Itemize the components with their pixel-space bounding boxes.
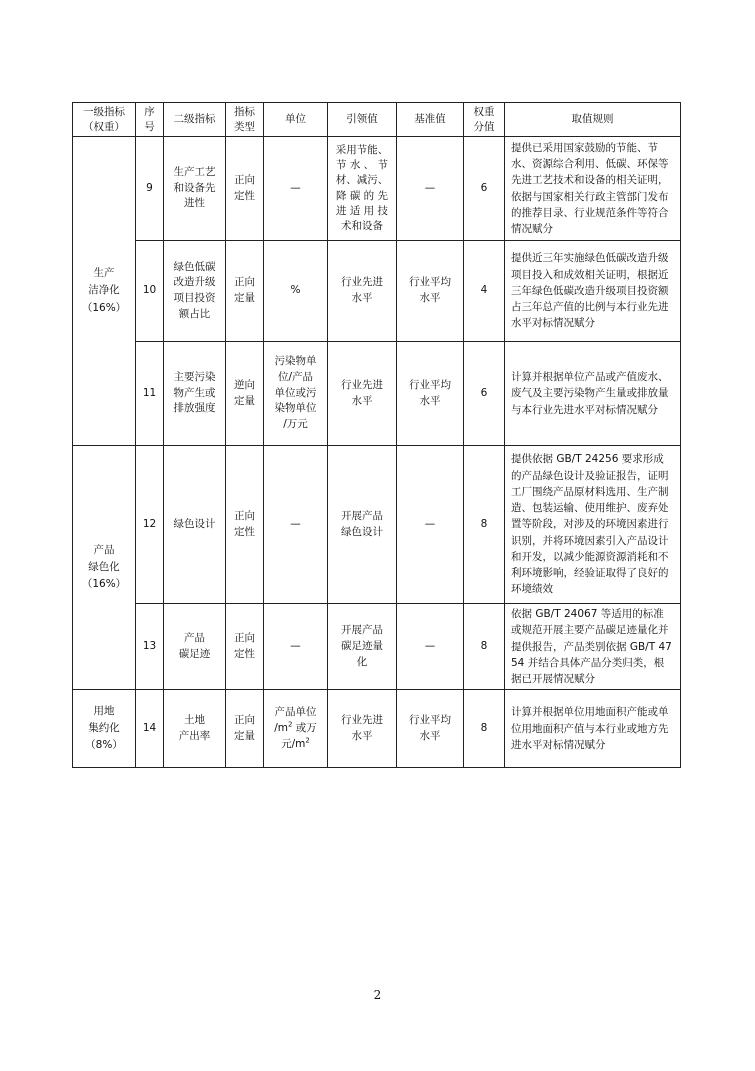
unit-superscript: 2 [305,736,310,745]
table-row [73,342,681,446]
table-row [73,241,681,342]
row-no: 14 [136,690,164,768]
weight-cell: 4 [464,241,505,342]
level2-cell: 绿色低碳 改造升级 项目投资 额占比 [164,241,226,342]
table-row [73,446,681,604]
row-no: 10 [136,241,164,342]
rule-cell: 计算并根据单位用地面积产能或单位用地面积产值与本行业或地方先进水平对标情况赋分 [505,690,681,768]
level2-cell: 土地 产出率 [164,690,226,768]
row-no: 13 [136,604,164,690]
table-header-row [73,103,681,137]
unit-cell: 污染物单 位/产品 单位或污 染物单位 /万元 [264,342,328,446]
level2-cell: 产品 碳足迹 [164,604,226,690]
lead-cell: 开展产品 碳足迹量 化 [328,604,397,690]
unit-cell: — [264,137,328,241]
unit-text: 元/m [281,737,306,750]
weight-cell: 6 [464,342,505,446]
row-no: 9 [136,137,164,241]
header-level1: 一级指标 （权重） [73,103,136,137]
lead-cell: 行业先进 水平 [328,241,397,342]
header-unit: 单位 [264,103,328,137]
header-rule: 取值规则 [505,103,681,137]
table-row [73,690,681,768]
type-cell: 逆向 定量 [226,342,264,446]
base-cell: 行业平均 水平 [397,690,464,768]
header-level2: 二级指标 [164,103,226,137]
rule-cell: 依据 GB/T 24067 等适用的标准或规范开展主要产品碳足迹量化并提供报告，产品类别依据 GB/T 4754 并结合具体产品分类归类，根据已开展情况赋分 [505,604,681,690]
unit-cell: — [264,604,328,690]
level2-cell: 绿色设计 [164,446,226,604]
unit-cell [264,690,328,768]
lead-cell: 开展产品 绿色设计 [328,446,397,604]
unit-cell: % [264,241,328,342]
base-cell: — [397,446,464,604]
unit-text: 或万 [292,721,317,734]
base-cell: — [397,604,464,690]
level1-cell: 产品 绿色化 （16%） [73,446,136,690]
row-no: 12 [136,446,164,604]
type-cell: 正向 定性 [226,604,264,690]
level1-cell: 生产 洁净化 （16%） [73,137,136,446]
base-cell: 行业平均 水平 [397,241,464,342]
weight-cell: 8 [464,446,505,604]
indicator-table [72,102,681,768]
unit-text: /m [274,721,288,734]
table-row [73,137,681,241]
level2-cell: 生产工艺 和设备先 进性 [164,137,226,241]
lead-cell: 行业先进 水平 [328,690,397,768]
type-cell: 正向 定量 [226,690,264,768]
type-cell: 正向 定性 [226,137,264,241]
unit-cell: — [264,446,328,604]
table-row [73,604,681,690]
level1-cell: 用地 集约化 （8%） [73,690,136,768]
page-number: 2 [373,988,382,1002]
header-lead: 引领值 [328,103,397,137]
rule-cell: 提供已采用国家鼓励的节能、节水、资源综合利用、低碳、环保等先进工艺技术和设备的相关证明，依据与国家相关行政主管部门发布的推荐目录、行业规范条件等符合情况赋分 [505,137,681,241]
header-weight: 权重 分值 [464,103,505,137]
lead-cell: 采用节能、 节 水 、 节 材、减污、 降 碳 的 先 进 适 用 技 术和设备 [328,137,397,241]
header-no: 序 号 [136,103,164,137]
weight-cell: 8 [464,604,505,690]
unit-text: 产品单位 [274,706,317,719]
rule-cell: 提供近三年实施绿色低碳改造升级项目投入和成效相关证明，根据近三年绿色低碳改造升级项目投资额占三年总产值的比例与本行业先进水平对标情况赋分 [505,241,681,342]
base-cell: 行业平均 水平 [397,342,464,446]
type-cell: 正向 定量 [226,241,264,342]
header-type: 指标 类型 [226,103,264,137]
rule-cell: 提供依据 GB/T 24256 要求形成的产品绿色设计及验证报告，证明工厂围绕产品原材料选用、生产制造、包装运输、使用维护、废弃处置等阶段，对涉及的环境因素进行识别，并将环境因素引入产品设计和开发，以减少能源资源消耗和不利环境影响，经验证取得了良好的环境绩效 [505,446,681,604]
row-no: 11 [136,342,164,446]
rule-cell: 计算并根据单位产品或产值废水、废气及主要污染物产生量或排放量与本行业先进水平对标情况赋分 [505,342,681,446]
base-cell: — [397,137,464,241]
type-cell: 正向 定性 [226,446,264,604]
unit-superscript: 2 [287,720,293,729]
level2-cell: 主要污染 物产生或 排放强度 [164,342,226,446]
lead-cell: 行业先进 水平 [328,342,397,446]
weight-cell: 8 [464,690,505,768]
weight-cell: 6 [464,137,505,241]
header-base: 基准值 [397,103,464,137]
